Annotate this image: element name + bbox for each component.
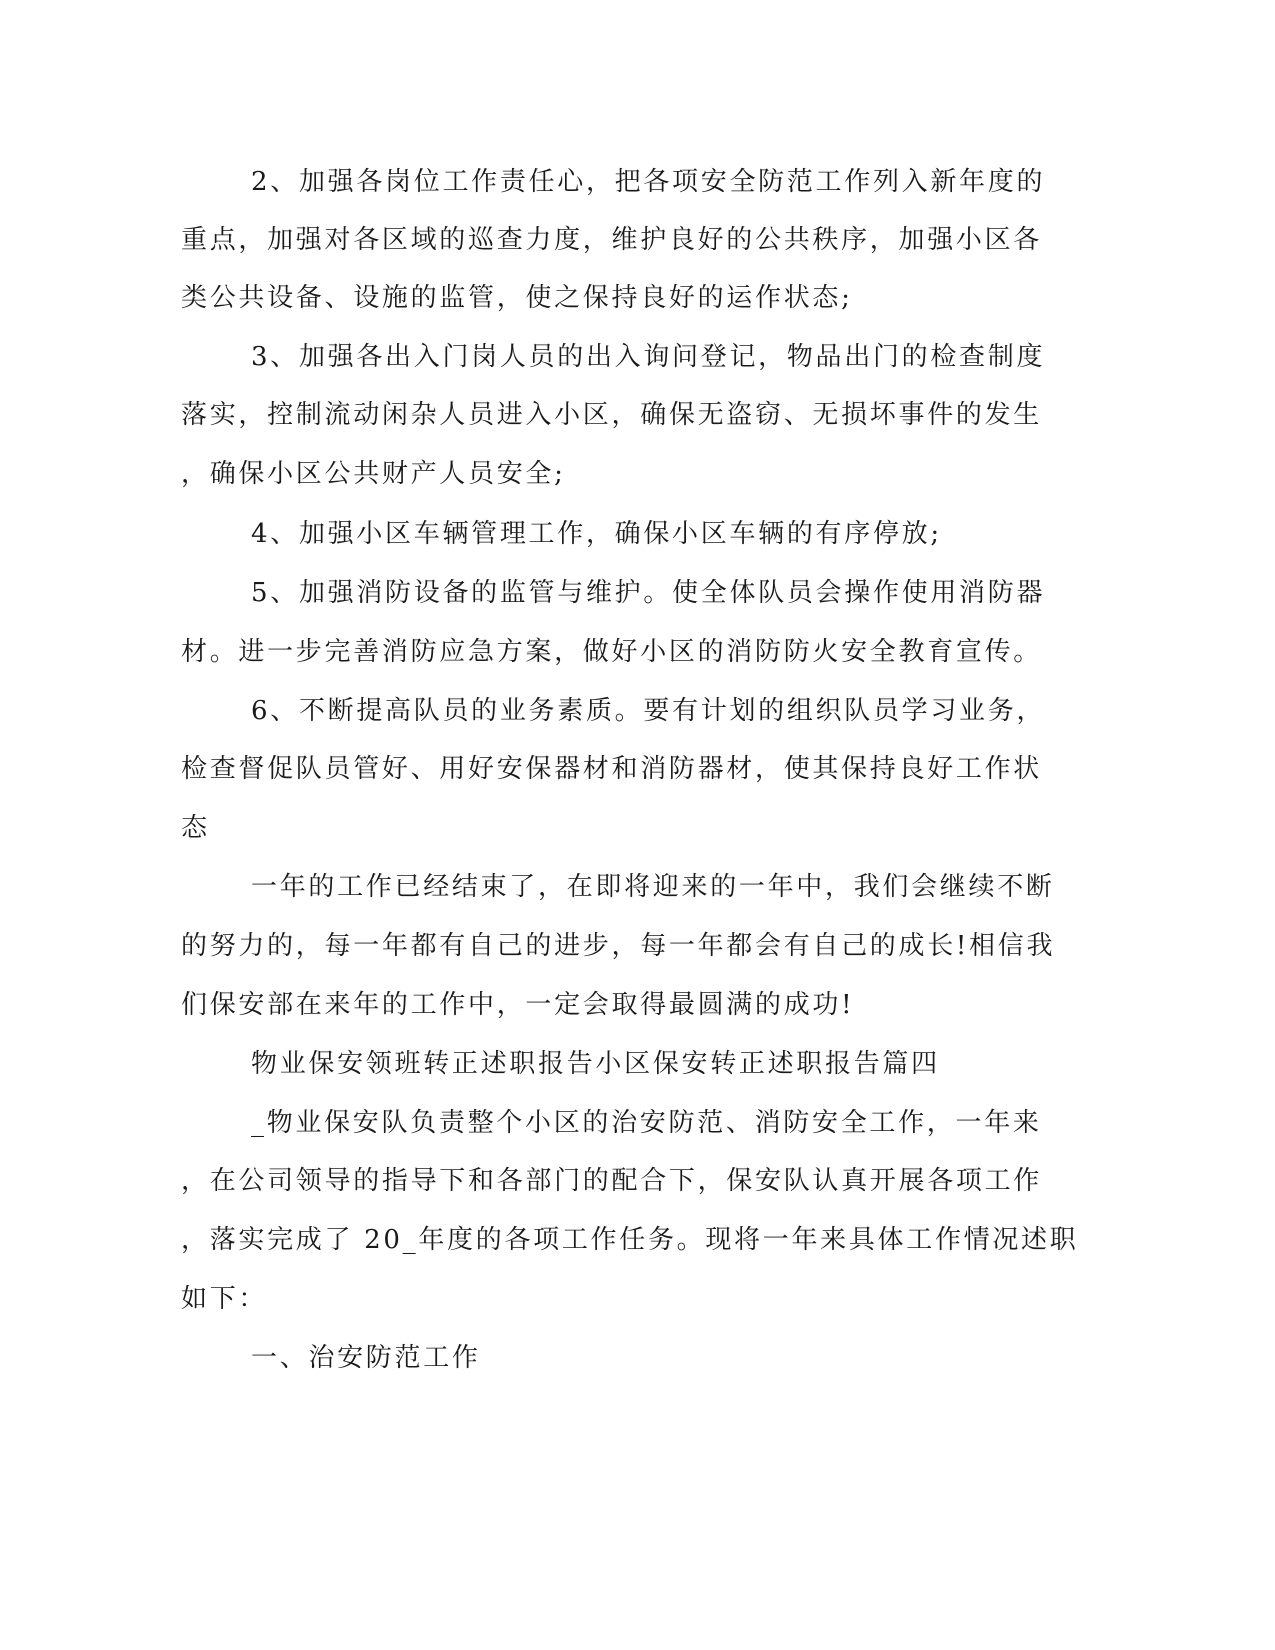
text-line: 5、加强消防设备的监管与维护。使全体队员会操作使用消防器 — [251, 578, 1046, 608]
text-line: _物业保安队负责整个小区的治安防范、消防安全工作，一年来 — [251, 1108, 1042, 1138]
text-line: 检查督促队员管好、用好安保器材和消防器材，使其保持良好工作状 — [181, 754, 1043, 784]
section-heading: 物业保安领班转正述职报告小区保安转正述职报告篇四 — [251, 1049, 940, 1079]
text-line: ，落实完成了 20_年度的各项工作任务。现将一年来具体工作情况述职 — [181, 1225, 1079, 1255]
text-line: 3、加强各出入门岗人员的出入询问登记，物品出门的检查制度 — [251, 342, 1046, 372]
text-line: 6、不断提高队员的业务素质。要有计划的组织队员学习业务， — [251, 696, 1046, 726]
text-line: 态 — [181, 813, 210, 843]
text-line: 材。进一步完善消防应急方案，做好小区的消防防火安全教育宣传。 — [181, 637, 1043, 667]
text-line: 一年的工作已经结束了，在即将迎来的一年中，我们会继续不断 — [251, 872, 1055, 902]
section-heading: 一、治安防范工作 — [251, 1343, 481, 1373]
text-line: 们保安部在来年的工作中，一定会取得最圆满的成功! — [181, 990, 855, 1020]
text-line: 重点，加强对各区域的巡查力度，维护良好的公共秩序，加强小区各 — [181, 225, 1043, 255]
text-line: 的努力的，每一年都有自己的进步，每一年都会有自己的成长!相信我 — [181, 931, 1056, 961]
text-line: 2、加强各岗位工作责任心，把各项安全防范工作列入新年度的 — [251, 167, 1046, 197]
text-line: 4、加强小区车辆管理工作，确保小区车辆的有序停放; — [251, 519, 942, 549]
text-line: 如下： — [181, 1284, 268, 1314]
text-line: 类公共设备、设施的监管，使之保持良好的运作状态; — [181, 283, 853, 313]
text-line: 落实，控制流动闲杂人员进入小区，确保无盗窃、无损坏事件的发生 — [181, 400, 1043, 430]
text-line: ，确保小区公共财产人员安全; — [181, 459, 566, 489]
text-line: ，在公司领导的指导下和各部门的配合下，保安队认真开展各项工作 — [181, 1166, 1043, 1196]
